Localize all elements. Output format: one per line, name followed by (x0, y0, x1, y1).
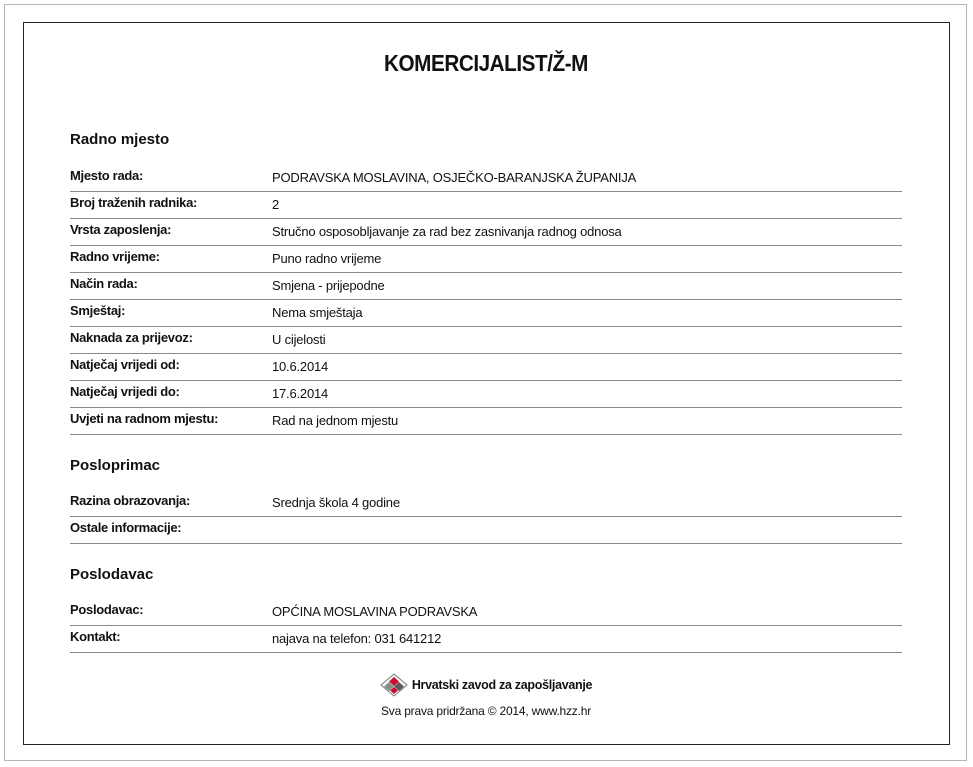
section-heading: Posloprimac (70, 457, 161, 474)
detail-row (70, 273, 902, 300)
detail-row (70, 408, 902, 435)
detail-label: Natječaj vrijedi do: (70, 384, 180, 399)
detail-label: Uvjeti na radnom mjestu: (70, 411, 219, 426)
detail-value: Srednja škola 4 godine (272, 495, 400, 510)
detail-row (70, 192, 902, 219)
detail-value: U cijelosti (272, 332, 326, 347)
footer-brand (380, 673, 592, 697)
details-list (70, 165, 902, 435)
detail-row (70, 300, 902, 327)
detail-row (70, 381, 902, 408)
detail-label: Poslodavac: (70, 602, 144, 617)
footer-org-name: Hrvatski zavod za zapošljavanje (411, 678, 593, 692)
detail-row (70, 626, 902, 653)
detail-label: Radno vrijeme: (70, 249, 160, 264)
detail-label: Smještaj: (70, 303, 126, 318)
detail-row (70, 327, 902, 354)
detail-value: 10.6.2014 (272, 359, 329, 374)
detail-value: Stručno osposobljavanje za rad bez zasnivanja radnog odnosa (272, 224, 622, 239)
footer-copyright: Sva prava pridržana © 2014, www.hzz.hr (380, 704, 591, 718)
detail-label: Način rada: (70, 276, 138, 291)
detail-label: Natječaj vrijedi od: (70, 357, 180, 372)
detail-label: Naknada za prijevoz: (70, 330, 193, 345)
section-radno-mjesto (70, 130, 902, 435)
job-posting (70, 22, 902, 718)
detail-value: Smjena - prijepodne (272, 278, 385, 293)
detail-row (70, 219, 902, 246)
section-heading: Poslodavac (70, 566, 154, 583)
hzz-logo-icon (380, 673, 408, 697)
detail-label: Kontakt: (70, 629, 121, 644)
detail-row (70, 517, 902, 544)
detail-value: 2 (272, 197, 280, 212)
detail-value: Nema smještaja (272, 305, 363, 320)
detail-label: Broj traženih radnika: (70, 195, 198, 210)
detail-value: Rad na jednom mjestu (272, 413, 399, 428)
detail-row (70, 490, 902, 517)
detail-row (70, 599, 902, 626)
detail-label: Vrsta zaposlenja: (70, 222, 172, 237)
page-footer (70, 673, 902, 718)
section-posloprimac (70, 456, 902, 544)
section-poslodavac (70, 565, 902, 653)
detail-label: Ostale informacije: (70, 520, 182, 535)
detail-value: Puno radno vrijeme (272, 251, 382, 266)
detail-label: Mjesto rada: (70, 168, 143, 183)
detail-value: OPĆINA MOSLAVINA PODRAVSKA (272, 604, 478, 619)
section-heading: Radno mjesto (70, 131, 170, 148)
detail-label: Razina obrazovanja: (70, 493, 190, 508)
detail-row (70, 165, 902, 192)
details-list (70, 599, 902, 653)
page-title: KOMERCIJALIST/Ž-M (384, 50, 588, 76)
detail-value: najava na telefon: 031 641212 (272, 631, 442, 646)
detail-row (70, 354, 902, 381)
detail-value: PODRAVSKA MOSLAVINA, OSJEČKO-BARANJSKA ŽUPANIJA (272, 170, 637, 185)
details-list (70, 490, 902, 544)
detail-value: 17.6.2014 (272, 386, 329, 401)
detail-row (70, 246, 902, 273)
